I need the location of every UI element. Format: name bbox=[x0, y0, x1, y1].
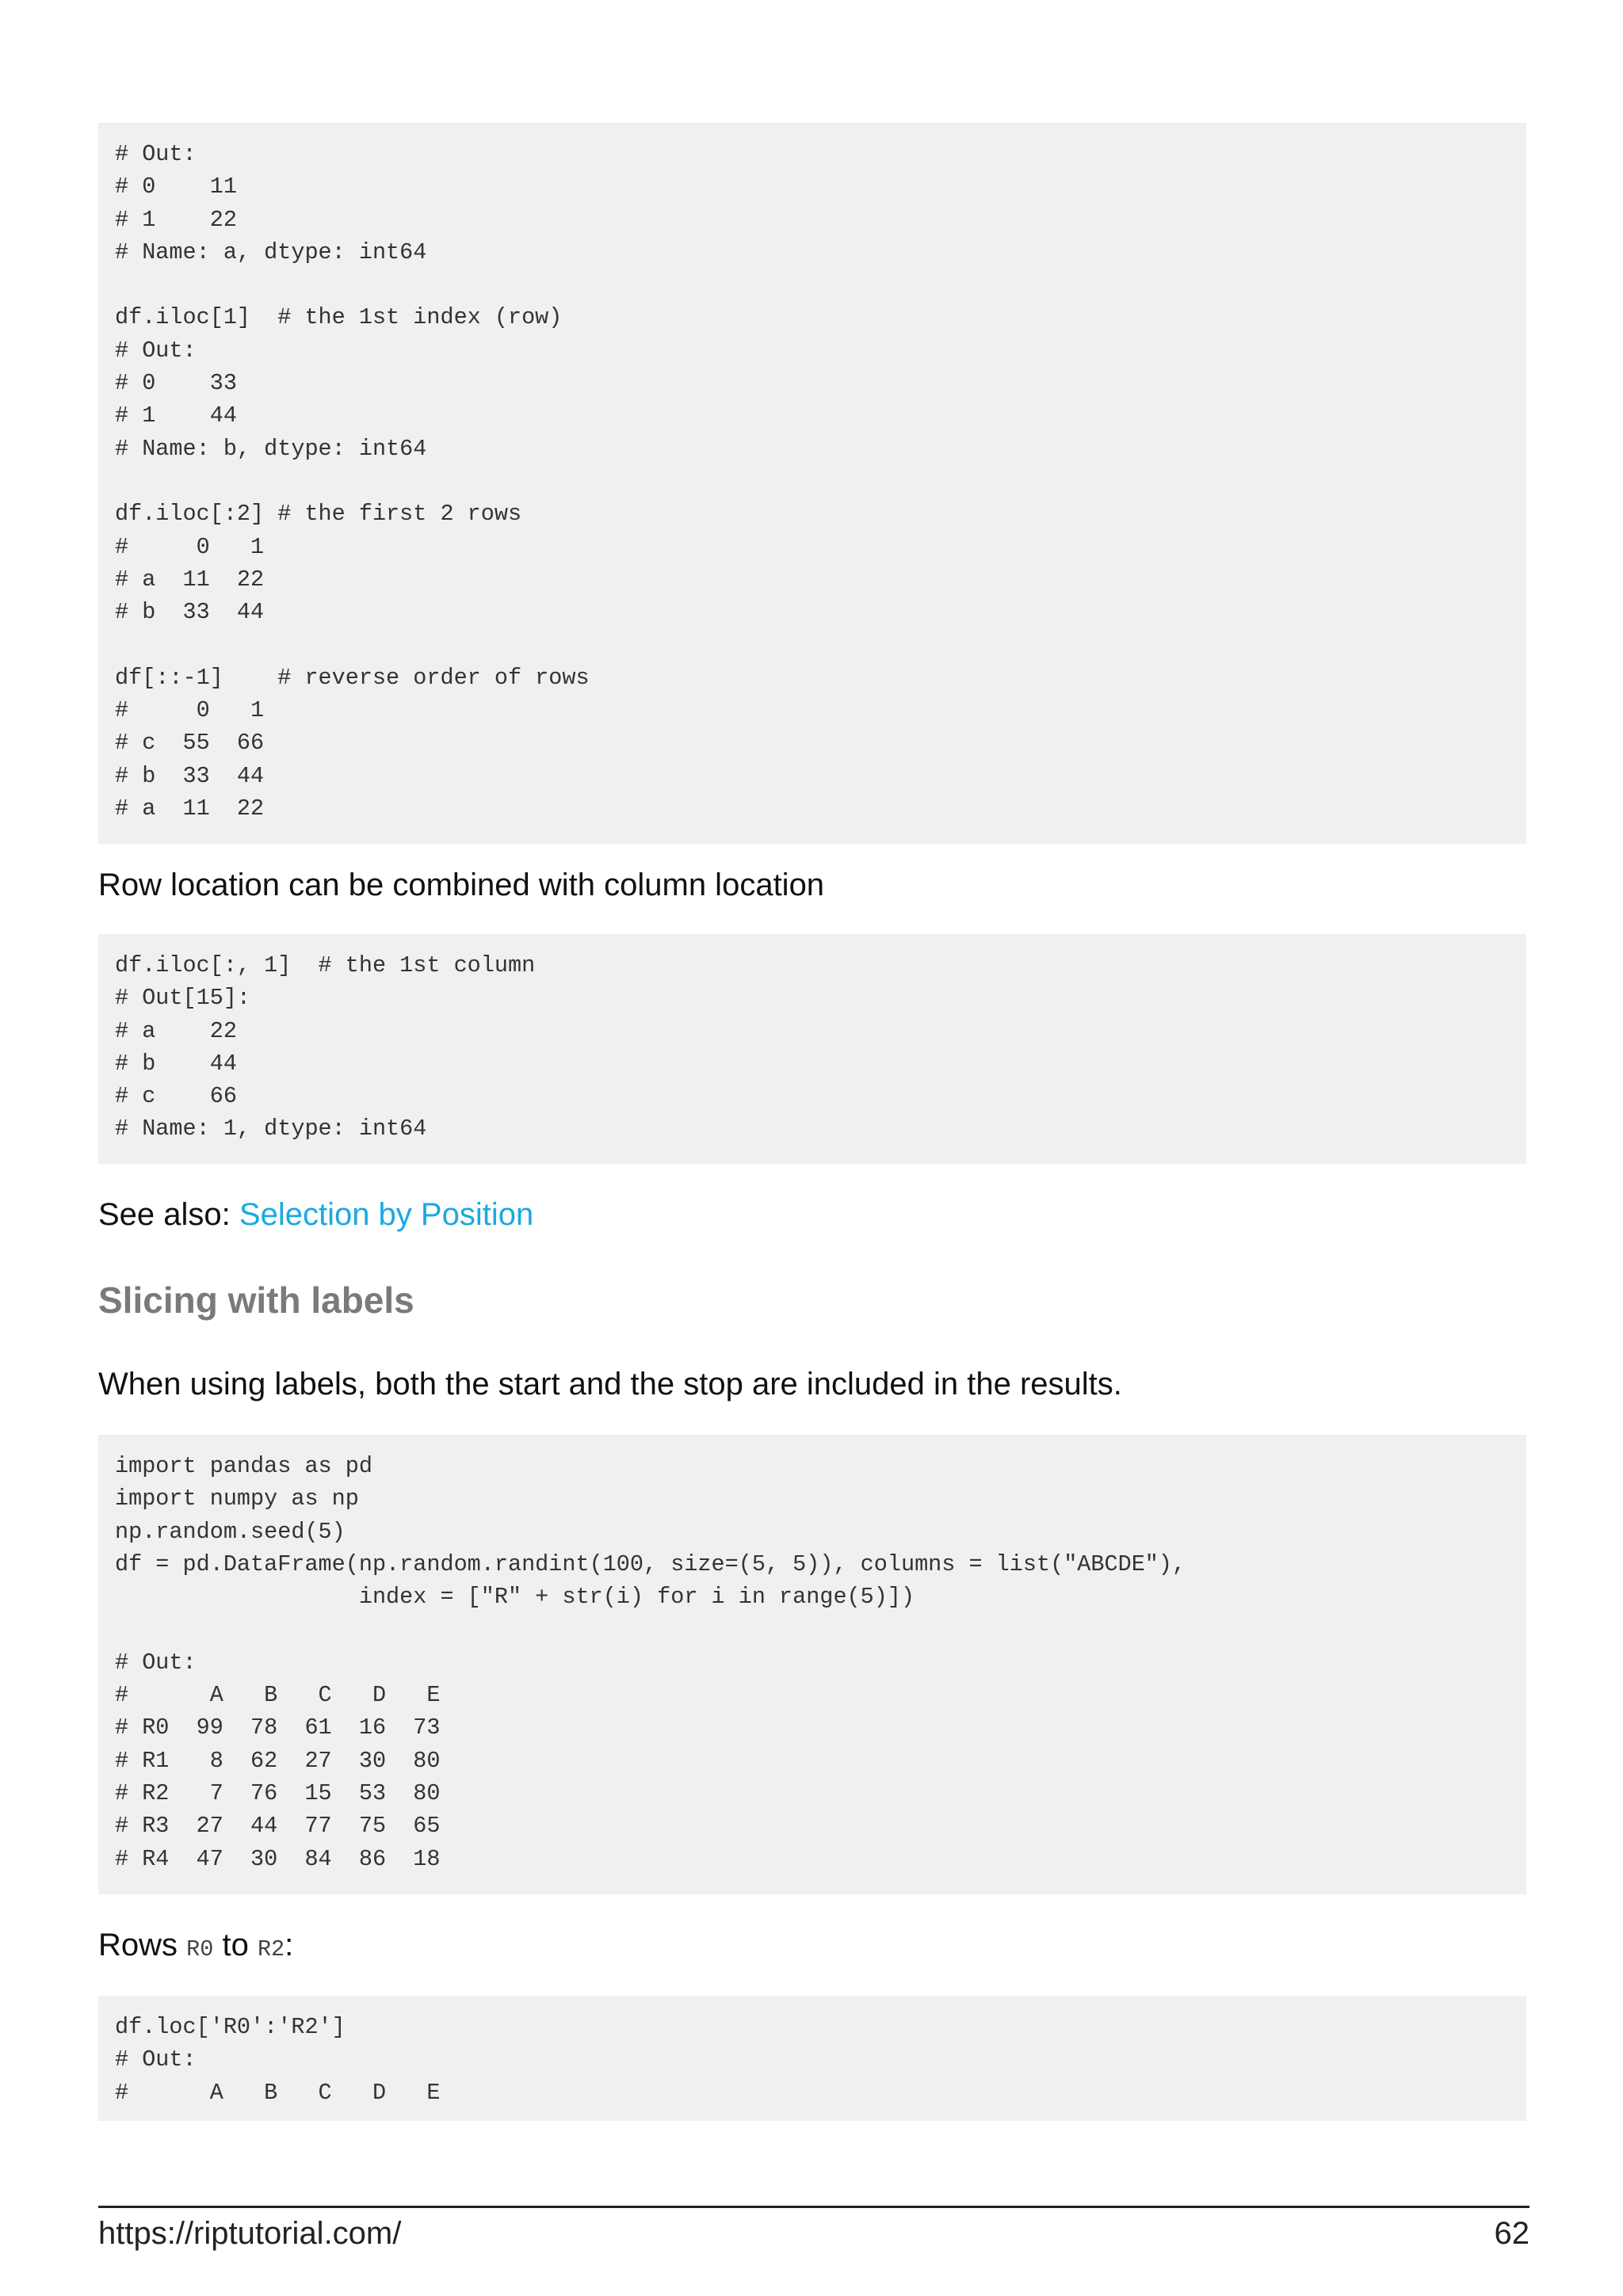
page-footer bbox=[98, 2206, 1529, 2251]
code-block-loc-slice: df.loc['R0':'R2'] # Out: # A B C D E bbox=[98, 1996, 1526, 2121]
footer-url: https://riptutorial.com/ bbox=[98, 2216, 402, 2251]
code-block-iloc-column: df.iloc[:, 1] # the 1st column # Out[15]: # a 22 # b 44 # c 66 # Name: 1, dtype: int64 bbox=[98, 934, 1526, 1164]
inline-code-r0: R0 bbox=[186, 1936, 214, 1962]
paragraph-labels-inclusive: When using labels, both the start and the stop are included in the results. bbox=[98, 1367, 1122, 1402]
see-also-label: See also: bbox=[98, 1197, 239, 1232]
rows-colon: : bbox=[285, 1928, 294, 1962]
paragraph-see-also bbox=[98, 1196, 1526, 1234]
rows-to-label: to bbox=[213, 1928, 258, 1962]
code-block-iloc-rows: # Out: # 0 11 # 1 22 # Name: a, dtype: int64 df.iloc[1] # the 1st index (row) # Out: # 0 33 # 1 44 # Name: b, dtype: int64 df.iloc[:2] # the first 2 rows # 0 1 # a 11 22 # b 33 44 df[::-1] # reverse order of rows # 0 1 # c 55 66 # b 33 44 # a 11 22 bbox=[98, 123, 1526, 844]
section-heading-slicing-with-labels: Slicing with labels bbox=[98, 1280, 414, 1321]
rows-label: Rows bbox=[98, 1928, 187, 1962]
paragraph-row-column-location: Row location can be combined with column location bbox=[98, 868, 825, 902]
page-content bbox=[98, 123, 1526, 2121]
footer-page-number: 62 bbox=[1494, 2216, 1529, 2251]
code-block-dataframe-setup: import pandas as pd import numpy as np np.random.seed(5) df = pd.DataFrame(np.random.randint(100, size=(5, 5)), columns = list("ABCDE"), index = ["R" + str(i) for i in range(5)]) # Out: # A B C D E # R0 99 78 61 16 73 # R1 8 62 27 30 80 # R2 7 76 15 53 80 # R3 27 44 77 75 65 # R4 47 30 84 86 18 bbox=[98, 1435, 1526, 1894]
selection-by-position-link[interactable]: Selection by Position bbox=[239, 1197, 534, 1232]
inline-code-r2: R2 bbox=[257, 1936, 285, 1962]
paragraph-rows-r0-to-r2 bbox=[98, 1926, 1526, 1964]
